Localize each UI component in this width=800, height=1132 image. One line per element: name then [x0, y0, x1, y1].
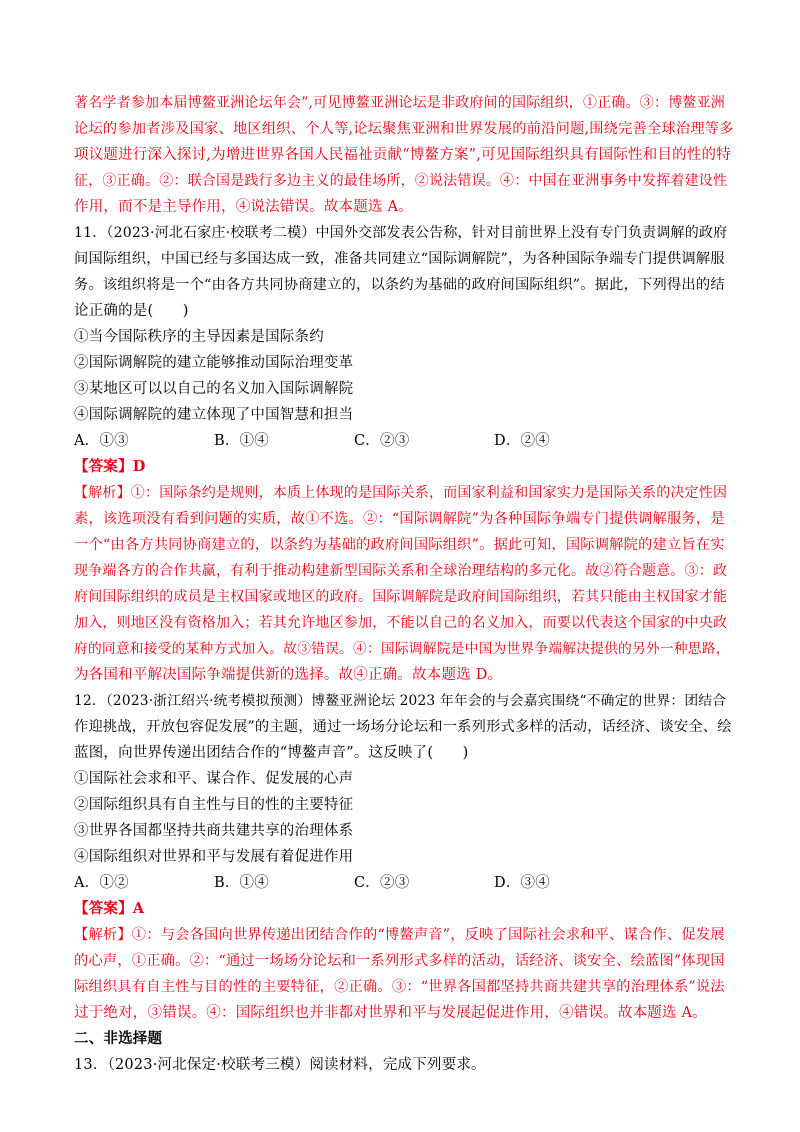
q11-analysis-line: 一个“由各方共同协商建立的，以条约为基础的政府间国际组织”。据此可知，国际调解院的建立旨在实 [74, 537, 725, 553]
q11-stem-line: 间国际组织，中国已经与多国达成一致，准备共同建立“国际调解院”，为各种国际争端专门提供调解服 [74, 251, 725, 267]
q11-stem-line: 11．（2023·河北石家庄·校联考二模）中国外交部发表公告称，针对目前世界上没有专门负责调解的政府 [74, 225, 728, 241]
q11-analysis-line: 加入，则地区没有资格加入；若其允许地区参加，不能以自己的名义加入，而要以代表这个国家的中央政 [74, 615, 728, 631]
q12-analysis-line: 的心声，①正确。②：“通过一场场分论坛和一系列形式多样的活动，话经济、谈安全、绘蓝图”体现国 [74, 953, 725, 969]
q11-item: ③某地区可以以自己的名义加入国际调解院 [74, 381, 354, 397]
q11-stem-line: 务。该组织将是一个“由各方共同协商建立的，以条约为基础的政府间国际组织”。据此，下列得出的结 [74, 277, 725, 293]
q10-analysis-line: 项议题进行深入探讨,为增进世界各国人民福祉贡献“博鳌方案”,可见国际组织具有国际性和目的性的特 [74, 147, 731, 163]
q12-stem-line: 作迎挑战，开放包容促发展”的主题，通过一场场分论坛和一系列形式多样的活动，话经济、谈安全、绘 [74, 719, 732, 735]
q12-options [74, 873, 734, 893]
q12-stem-line: 12．（2023·浙江绍兴·统考模拟预测）博鳌亚洲论坛 2023 年年会的与会嘉宾围绕“不确定的世界：团结合 [74, 693, 727, 709]
q11-option-c: C．②③ [354, 433, 410, 449]
q12-option-a: A．①② [74, 875, 129, 891]
q12-option-d: D．③④ [494, 875, 550, 891]
q10-analysis-line: 论坛的参加者涉及国家、地区组织、个人等,论坛聚焦亚洲和世界发展的前沿问题,围绕完善全球治理等多 [74, 121, 734, 137]
q11-options [74, 431, 734, 451]
q11-analysis-line: 现争端各方的合作共赢，有利于推动构建新型国际关系和全球治理结构的多元化。故②符合题意。③：政 [74, 563, 728, 579]
q11-answer: 【答案】D [74, 458, 146, 475]
q12-answer: 【答案】A [74, 900, 145, 917]
q12-item: ④国际组织对世界和平与发展有着促进作用 [74, 849, 354, 865]
q10-analysis-line: 著名学者参加本届博鳌亚洲论坛年会”,可见博鳌亚洲论坛是非政府间的国际组织，①正确。③：博鳌亚洲 [74, 95, 726, 111]
q12-option-b: B．①④ [214, 875, 269, 891]
q11-stem-line: 论正确的是( ) [74, 303, 189, 319]
q12-analysis-line: 际组织具有自主性与目的性的主要特征，②正确。③：“世界各国都坚持共商共建共享的治理体系”说法 [74, 979, 725, 995]
q12-analysis-line: 过于绝对，③错误。④：国际组织也并非都对世界和平与发展起促进作用，④错误。故本题选 A。 [74, 1005, 707, 1021]
q12-analysis-line: 【解析】①：与会各国向世界传递出团结合作的“博鳌声音”，反映了国际社会求和平、谋合作、促发展 [74, 927, 725, 943]
q11-item: ④国际调解院的建立体现了中国智慧和担当 [74, 407, 354, 423]
q11-analysis-line: 【解析】①：国际条约是规则，本质上体现的是国际关系，而国家利益和国家实力是国际关系的决定性因 [74, 485, 728, 501]
q11-item: ①当今国际秩序的主导因素是国际条约 [74, 329, 324, 345]
q11-option-d: D．②④ [494, 433, 550, 449]
q11-analysis-line: 府间国际组织的成员是主权国家或地区的政府。国际调解院是政府间国际组织，若其只能由主权国家才能 [74, 589, 728, 605]
q12-item: ③世界各国都坚持共商共建共享的治理体系 [74, 823, 354, 839]
q11-option-b: B．①④ [214, 433, 269, 449]
q11-option-a: A．①③ [74, 433, 129, 449]
q13-stem: 13．（2023·河北保定·校联考三模）阅读材料，完成下列要求。 [74, 1057, 486, 1073]
section-heading: 二、非选择题 [74, 1030, 163, 1047]
q12-stem-line: 蓝图，向世界传递出团结合作的“博鳌声音”。这反映了( ) [74, 745, 469, 761]
q12-item: ①国际社会求和平、谋合作、促发展的心声 [74, 771, 354, 787]
q10-analysis-line: 征，③正确。②：联合国是践行多边主义的最佳场所，②说法错误。④：中国在亚洲事务中发挥着建设性 [74, 173, 728, 189]
q12-item: ②国际组织具有自主性与目的性的主要特征 [74, 797, 354, 813]
q11-item: ②国际调解院的建立能够推动国际治理变革 [74, 355, 354, 371]
q11-analysis-line: 素，该选项没有看到问题的实质，故①不选。②：“国际调解院”为各种国际争端专门提供调解服务，是 [74, 511, 725, 527]
q11-analysis-line: 为各国和平解决国际争端提供新的选择。故④正确。故本题选 D。 [74, 667, 503, 683]
q11-analysis-line: 府的同意和接受的某种方式加入。故③错误。④：国际调解院是中国为世界争端解决提供的另外一种思路， [74, 641, 730, 657]
q10-analysis-line: 作用，而不是主导作用，④说法错误。故本题选 A。 [74, 199, 413, 215]
q12-option-c: C．②③ [354, 875, 410, 891]
